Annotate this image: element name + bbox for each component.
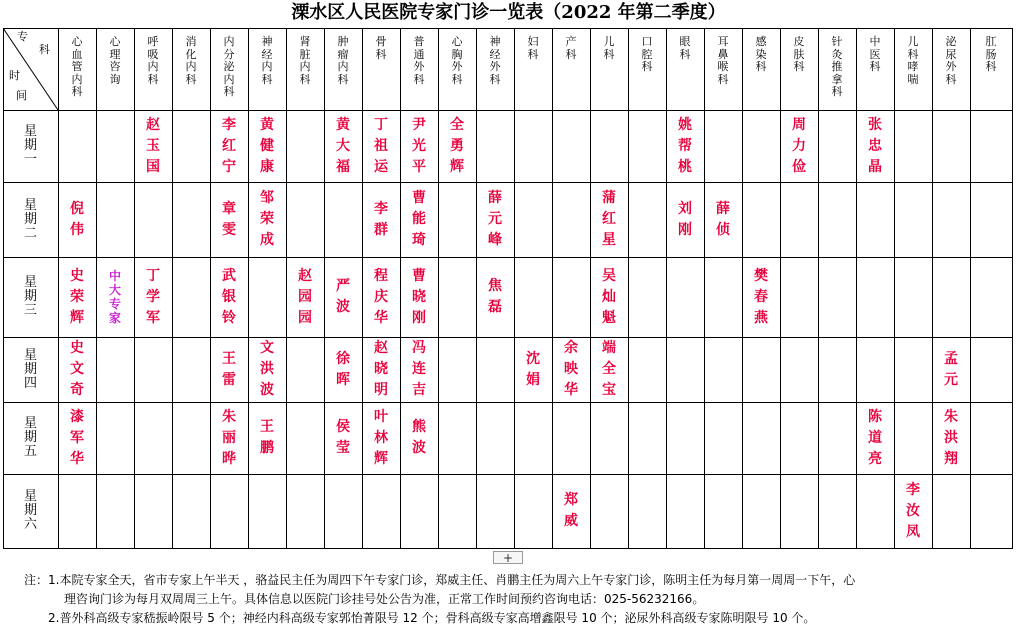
dept-header: 骨 科 (375, 35, 387, 61)
dept-header: 肿 瘤 内 科 (337, 35, 349, 86)
note-line-2: 理咨询门诊为每月双周周三上午。具体信息以医院门诊挂号处公告为准，正常工作时间预约咨询电话：025-56232166。 (64, 592, 705, 606)
doctor-cell: 尹 光 平 (412, 116, 426, 175)
doctor-cell: 程 庆 华 (374, 267, 388, 326)
doctor-cell: 朱 丽 晔 (222, 408, 236, 467)
grid-line (3, 548, 1013, 549)
doctor-cell: 史 荣 辉 (70, 267, 84, 326)
add-button[interactable]: + (493, 551, 523, 564)
dept-header: 心 胸 外 科 (451, 35, 463, 86)
doctor-cell: 蒲 红 星 (602, 190, 616, 248)
doctor-cell: 焦 磊 (488, 278, 502, 315)
doctor-cell: 倪 伟 (70, 200, 84, 238)
doctor-cell: 严 波 (336, 278, 350, 315)
doctor-cell: 文 洪 波 (260, 340, 274, 398)
doctor-cell: 全 勇 辉 (450, 116, 464, 175)
doctor-cell: 薛 侦 (716, 200, 730, 238)
doctor-cell: 端 全 宝 (602, 340, 616, 398)
dept-header: 消 化 内 科 (185, 35, 197, 86)
doctor-cell: 丁 祖 运 (374, 116, 388, 175)
note-line-1: 注：1.本院专家全天，省市专家上午半天 ，骆益民主任为周四下午专家门诊，郑威主任、肖鹏主任为周六上午专家门诊，陈明主任为每月第一周周一下午，心 (24, 573, 856, 587)
doctor-cell: 周 力 俭 (792, 116, 806, 175)
doctor-cell: 侯 莹 (336, 419, 350, 456)
dept-header: 心 理 咨 询 (109, 35, 121, 86)
corner-label-zhuan: 专 (17, 30, 28, 43)
dept-header: 中 医 科 (869, 35, 881, 73)
dept-header: 针 灸 推 拿 科 (831, 35, 843, 98)
doctor-cell: 黄 大 福 (336, 116, 350, 175)
day-label: 星 期 五 (23, 416, 37, 459)
doctor-cell: 郑 威 (564, 492, 578, 529)
day-label: 星 期 三 (23, 275, 37, 318)
doctor-cell: 李 群 (374, 200, 388, 238)
doctor-cell: 漆 军 华 (70, 408, 84, 467)
dept-header: 产 科 (565, 35, 577, 61)
dept-header: 内 分 泌 内 科 (223, 35, 235, 98)
dept-header: 感 染 科 (755, 35, 767, 73)
corner-label-ke: 科 (39, 43, 50, 56)
dept-header: 肾 脏 内 科 (299, 35, 311, 86)
doctor-cell: 王 鹏 (260, 419, 274, 456)
doctor-cell: 沈 娟 (526, 350, 540, 388)
doctor-cell: 章 雯 (222, 200, 236, 238)
dept-header: 皮 肤 科 (793, 35, 805, 73)
doctor-cell: 朱 洪 翔 (944, 408, 958, 467)
grid-line (3, 474, 1013, 475)
doctor-cell: 中 大 专 家 (108, 269, 121, 325)
dept-header: 口 腔 科 (641, 35, 653, 73)
doctor-cell: 姚 帮 桃 (678, 116, 692, 175)
doctor-cell: 曹 晓 刚 (412, 267, 426, 326)
day-label: 星 期 一 (23, 124, 37, 167)
dept-header: 儿 科 (603, 35, 615, 61)
corner-label-shi: 时 (9, 69, 20, 82)
dept-header: 普 通 外 科 (413, 35, 425, 86)
dept-header: 神 经 外 科 (489, 35, 501, 86)
doctor-cell: 陈 道 亮 (868, 408, 882, 467)
doctor-cell: 孟 元 (944, 350, 958, 388)
doctor-cell: 丁 学 军 (146, 267, 160, 326)
doctor-cell: 武 银 铃 (222, 267, 236, 326)
doctor-cell: 王 雷 (222, 350, 236, 388)
dept-header: 心 血 管 内 科 (71, 35, 83, 98)
note-line-3: 2.普外科高级专家嵇振岭限号 5 个；神经内科高级专家郭怡菁限号 12 个；骨科高级专家高增鑫限号 10 个；泌尿外科高级专家陈明限号 10 个。 (48, 611, 816, 625)
day-label: 星 期 六 (23, 489, 37, 532)
doctor-cell: 赵 园 园 (298, 267, 312, 326)
dept-header: 泌 尿 外 科 (945, 35, 957, 86)
dept-header: 肛 肠 科 (985, 35, 997, 73)
footnotes (24, 571, 1009, 628)
doctor-cell: 史 文 奇 (70, 340, 84, 398)
dept-header: 耳 鼻 喉 科 (717, 35, 729, 86)
day-label: 星 期 二 (23, 197, 37, 241)
dept-header: 神 经 内 科 (261, 35, 273, 86)
doctor-cell: 冯 连 吉 (412, 340, 426, 398)
corner-label-jian: 间 (16, 89, 27, 102)
grid-line (3, 337, 1013, 338)
grid-line (1012, 28, 1013, 549)
doctor-cell: 徐 晖 (336, 350, 350, 388)
doctor-cell: 邹 荣 成 (260, 190, 274, 248)
dept-header: 眼 科 (679, 35, 691, 61)
doctor-cell: 李 红 宁 (222, 116, 236, 175)
doctor-cell: 张 忠 晶 (868, 116, 882, 175)
dept-header: 儿 科 哮 喘 (907, 35, 919, 86)
dept-header: 妇 科 (527, 35, 539, 61)
doctor-cell: 刘 刚 (678, 200, 692, 238)
doctor-cell: 李 汝 凤 (906, 481, 920, 540)
doctor-cell: 曹 能 琦 (412, 190, 426, 248)
doctor-cell: 叶 林 辉 (374, 408, 388, 467)
doctor-cell: 余 映 华 (564, 340, 578, 398)
doctor-cell: 赵 晓 明 (374, 340, 388, 398)
dept-header: 呼 吸 内 科 (147, 35, 159, 86)
doctor-cell: 赵 玉 国 (146, 116, 160, 175)
doctor-cell: 樊 春 燕 (754, 267, 768, 326)
doctor-cell: 薛 元 峰 (488, 190, 502, 248)
doctor-cell: 黄 健 康 (260, 116, 274, 175)
day-label: 星 期 四 (23, 347, 37, 391)
doctor-cell: 熊 波 (412, 419, 426, 456)
page-title: 溧水区人民医院专家门诊一览表（2022 年第二季度） (291, 2, 726, 23)
doctor-cell: 吴 灿 魁 (602, 267, 616, 326)
